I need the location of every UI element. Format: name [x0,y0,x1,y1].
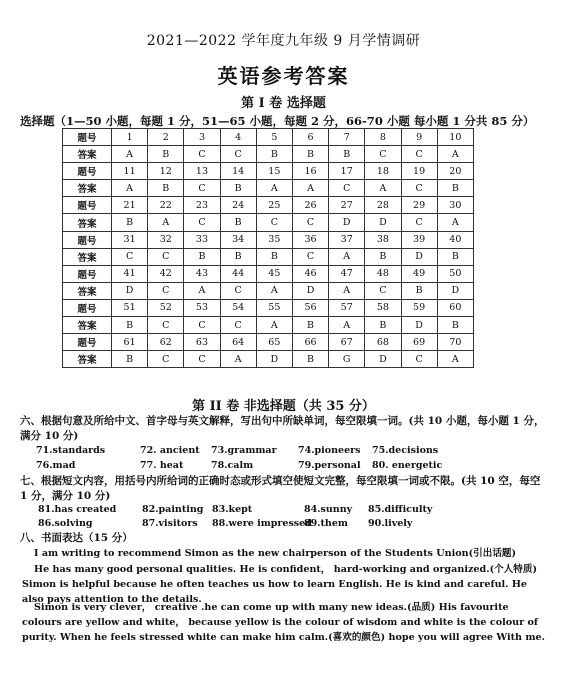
question-number-cell: 22 [148,197,184,214]
question-number-cell: 29 [401,197,437,214]
answer-item: 89.them [304,518,348,529]
answer-cell: B [112,317,148,334]
question-number-cell: 12 [148,163,184,180]
answer-cell: B [112,214,148,231]
answer-cell: B [112,351,148,368]
question-number-cell: 66 [292,334,328,351]
question-number-cell: 64 [220,334,256,351]
answer-cell: C [112,248,148,265]
question-number-cell: 24 [220,197,256,214]
table-row-numbers [63,129,474,146]
answer-item: 78.calm [211,460,254,471]
q7-instruction: 七、根据短文内容，用括号内所给词的正确时态或形式填空使短文完整，每空限填一词或不限。(共 10 空，每空 1 分，满分 10 分) [20,475,541,502]
question-number-cell: 1 [112,129,148,146]
question-number-cell: 51 [112,299,148,316]
answer-item: 75.decisions [372,445,439,456]
question-number-cell: 14 [220,163,256,180]
answer-cell: B [220,248,256,265]
question-number-cell: 2 [148,129,184,146]
answer-cell: B [401,282,437,299]
answer-cell: A [256,317,292,334]
row-label-number: 题号 [63,299,112,316]
answer-cell: B [256,146,292,163]
row-label-number: 题号 [63,334,112,351]
question-number-cell: 32 [148,231,184,248]
answer-cell: B [220,214,256,231]
document-subtitle: 英语参考答案 [217,64,350,88]
table-row-numbers [63,265,474,282]
answer-item: 72. ancient [140,445,200,456]
answer-cell: B [220,180,256,197]
answer-cell: B [184,248,220,265]
table-row-numbers [63,163,474,180]
answer-cell: B [437,317,473,334]
row-label-number: 题号 [63,231,112,248]
question-number-cell: 45 [256,265,292,282]
question-number-cell: 61 [112,334,148,351]
question-number-cell: 35 [256,231,292,248]
answer-item: 87.visitors [142,518,198,529]
question-number-cell: 5 [256,129,292,146]
answer-cell: A [184,282,220,299]
row-label-number: 题号 [63,197,112,214]
answer-cell: D [401,248,437,265]
answer-item: 84.sunny [304,504,353,515]
answer-cell: C [184,146,220,163]
q8-heading: 八、书面表达（15 分） [20,532,133,544]
row-label-answer: 答案 [63,317,112,334]
question-number-cell: 28 [365,197,401,214]
question-number-cell: 4 [220,129,256,146]
answer-cell: A [329,282,365,299]
answer-cell: C [184,317,220,334]
question-number-cell: 17 [329,163,365,180]
answer-cell: B [437,248,473,265]
question-number-cell: 67 [329,334,365,351]
question-number-cell: 30 [437,197,473,214]
answer-cell: B [292,146,328,163]
answer-cell: A [292,180,328,197]
question-number-cell: 62 [148,334,184,351]
answer-cell: C [401,146,437,163]
answer-cell: C [292,248,328,265]
question-number-cell: 57 [329,299,365,316]
answer-cell: C [148,317,184,334]
answer-cell: A [112,146,148,163]
answer-cell: C [256,214,292,231]
answer-cell: B [148,180,184,197]
answer-cell: B [329,146,365,163]
table-row-answers [63,146,474,163]
table-row-numbers [63,299,474,316]
question-number-cell: 58 [365,299,401,316]
question-number-cell: 10 [437,129,473,146]
answer-cell: A [329,248,365,265]
answer-cell: C [220,146,256,163]
answer-item: 79.personal [298,460,361,471]
table-row-numbers [63,334,474,351]
question-number-cell: 50 [437,265,473,282]
row-label-number: 题号 [63,129,112,146]
question-number-cell: 36 [292,231,328,248]
table-row-answers [63,248,474,265]
question-number-cell: 70 [437,334,473,351]
essay-paragraph: Simon is very clever， creative .he can come up with many new ideas.(品质) His favourite colours are yellow and white， because yellow is the colour of wisdom and white is the colour of purity. When he feels stressed white can make him calm.(喜欢的颜色) hope you will agree With me. [22,602,545,643]
question-number-cell: 63 [184,334,220,351]
question-number-cell: 13 [184,163,220,180]
question-number-cell: 38 [365,231,401,248]
part2-heading: 第 II 卷 非选择题（共 35 分） [192,399,375,414]
question-number-cell: 60 [437,299,473,316]
question-number-cell: 48 [365,265,401,282]
question-number-cell: 31 [112,231,148,248]
answer-cell: C [220,282,256,299]
table-row-numbers [63,197,474,214]
question-number-cell: 9 [401,129,437,146]
question-number-cell: 47 [329,265,365,282]
q6-instruction: 六、根据句意及所给中文、首字母与英文解释，写出句中所缺单词，每空限填一词。(共 10 小题，每小题 1 分，满分 10 分) [20,415,545,442]
question-number-cell: 7 [329,129,365,146]
answer-item: 71.standards [36,445,106,456]
document-title: 2021—2022 学年度九年级 9 月学情调研 [146,33,421,49]
question-number-cell: 44 [220,265,256,282]
answer-cell: A [329,317,365,334]
answer-cell: B [292,317,328,334]
question-number-cell: 3 [184,129,220,146]
question-number-cell: 20 [437,163,473,180]
table-row-answers [63,317,474,334]
question-number-cell: 68 [365,334,401,351]
question-number-cell: 42 [148,265,184,282]
question-number-cell: 8 [365,129,401,146]
question-number-cell: 56 [292,299,328,316]
table-row-answers [63,351,474,368]
question-number-cell: 21 [112,197,148,214]
answer-cell: A [220,351,256,368]
question-number-cell: 33 [184,231,220,248]
answer-cell: A [437,351,473,368]
question-number-cell: 15 [256,163,292,180]
answer-item: 73.grammar [211,445,277,456]
question-number-cell: 37 [329,231,365,248]
answer-cell: A [148,214,184,231]
answer-cell: A [365,180,401,197]
question-number-cell: 26 [292,197,328,214]
answer-cell: D [437,282,473,299]
answer-cell: B [148,146,184,163]
question-number-cell: 49 [401,265,437,282]
row-label-number: 题号 [63,163,112,180]
row-label-number: 题号 [63,265,112,282]
question-number-cell: 19 [401,163,437,180]
question-number-cell: 18 [365,163,401,180]
answer-cell: D [292,282,328,299]
answer-cell: C [365,146,401,163]
question-number-cell: 25 [256,197,292,214]
question-number-cell: 43 [184,265,220,282]
question-number-cell: 39 [401,231,437,248]
question-number-cell: 34 [220,231,256,248]
question-number-cell: 27 [329,197,365,214]
answer-item: 74.pioneers [298,445,361,456]
answer-table [62,128,474,368]
answer-item: 86.solving [38,518,93,529]
question-number-cell: 65 [256,334,292,351]
question-number-cell: 53 [184,299,220,316]
answer-cell: D [256,351,292,368]
answer-item: 81.has created [38,504,117,515]
answer-cell: C [184,351,220,368]
part1-heading: 第 I 卷 选择题 [241,96,326,111]
answer-cell: B [365,317,401,334]
question-number-cell: 6 [292,129,328,146]
answer-item: 88.were impressed [212,518,312,529]
row-label-answer: 答案 [63,146,112,163]
answer-item: 83.kept [212,504,253,515]
answer-cell: C [148,282,184,299]
essay-paragraph: I am writing to recommend Simon as the new chairperson of the Students Union(引出话题) [34,548,517,559]
question-number-cell: 41 [112,265,148,282]
answer-cell: C [292,214,328,231]
row-label-answer: 答案 [63,248,112,265]
essay-paragraph: Simon is helpful because he often teaches us how to learn English. He is kind and careful. He also pays attention to the details. [22,579,528,605]
answer-item: 80. energetic [372,460,443,471]
answer-cell: C [329,180,365,197]
answer-cell: A [112,180,148,197]
question-number-cell: 52 [148,299,184,316]
answer-cell: C [184,214,220,231]
row-label-answer: 答案 [63,351,112,368]
answer-cell: D [365,351,401,368]
answer-cell: A [256,180,292,197]
answer-item: 76.mad [36,460,76,471]
question-number-cell: 54 [220,299,256,316]
question-number-cell: 23 [184,197,220,214]
question-number-cell: 40 [437,231,473,248]
answer-cell: C [401,351,437,368]
answer-cell: C [184,180,220,197]
row-label-answer: 答案 [63,282,112,299]
answer-cell: B [256,248,292,265]
answer-cell: B [437,180,473,197]
answer-cell: A [437,146,473,163]
row-label-answer: 答案 [63,214,112,231]
answer-item: 82.painting [142,504,204,515]
question-number-cell: 69 [401,334,437,351]
table-row-numbers [63,231,474,248]
table-row-answers [63,282,474,299]
answer-cell: D [112,282,148,299]
row-label-answer: 答案 [63,180,112,197]
part1-instruction: 选择题（1—50 小题，每题 1 分，51—65 小题，每题 2 分，66-70 小题 每小题 1 分共 85 分） [20,114,535,128]
answer-cell: D [329,214,365,231]
answer-item: 85.difficulty [368,504,433,515]
answer-item: 90.lively [368,518,413,529]
table-row-answers [63,180,474,197]
answer-cell: D [401,317,437,334]
answer-cell: B [365,248,401,265]
question-number-cell: 16 [292,163,328,180]
table-row-answers [63,214,474,231]
answer-cell: C [148,248,184,265]
answer-cell: C [365,282,401,299]
question-number-cell: 55 [256,299,292,316]
answer-cell: D [365,214,401,231]
answer-item: 77. heat [140,460,184,471]
answer-cell: C [401,180,437,197]
question-number-cell: 46 [292,265,328,282]
answer-cell: A [256,282,292,299]
question-number-cell: 11 [112,163,148,180]
answer-cell: C [401,214,437,231]
essay-paragraph: He has many good personal qualities. He is confident， hard-working and organized.(个人特质) [34,564,538,575]
answer-cell: G [329,351,365,368]
answer-cell: C [220,317,256,334]
answer-cell: A [437,214,473,231]
answer-cell: C [148,351,184,368]
question-number-cell: 59 [401,299,437,316]
answer-cell: B [292,351,328,368]
